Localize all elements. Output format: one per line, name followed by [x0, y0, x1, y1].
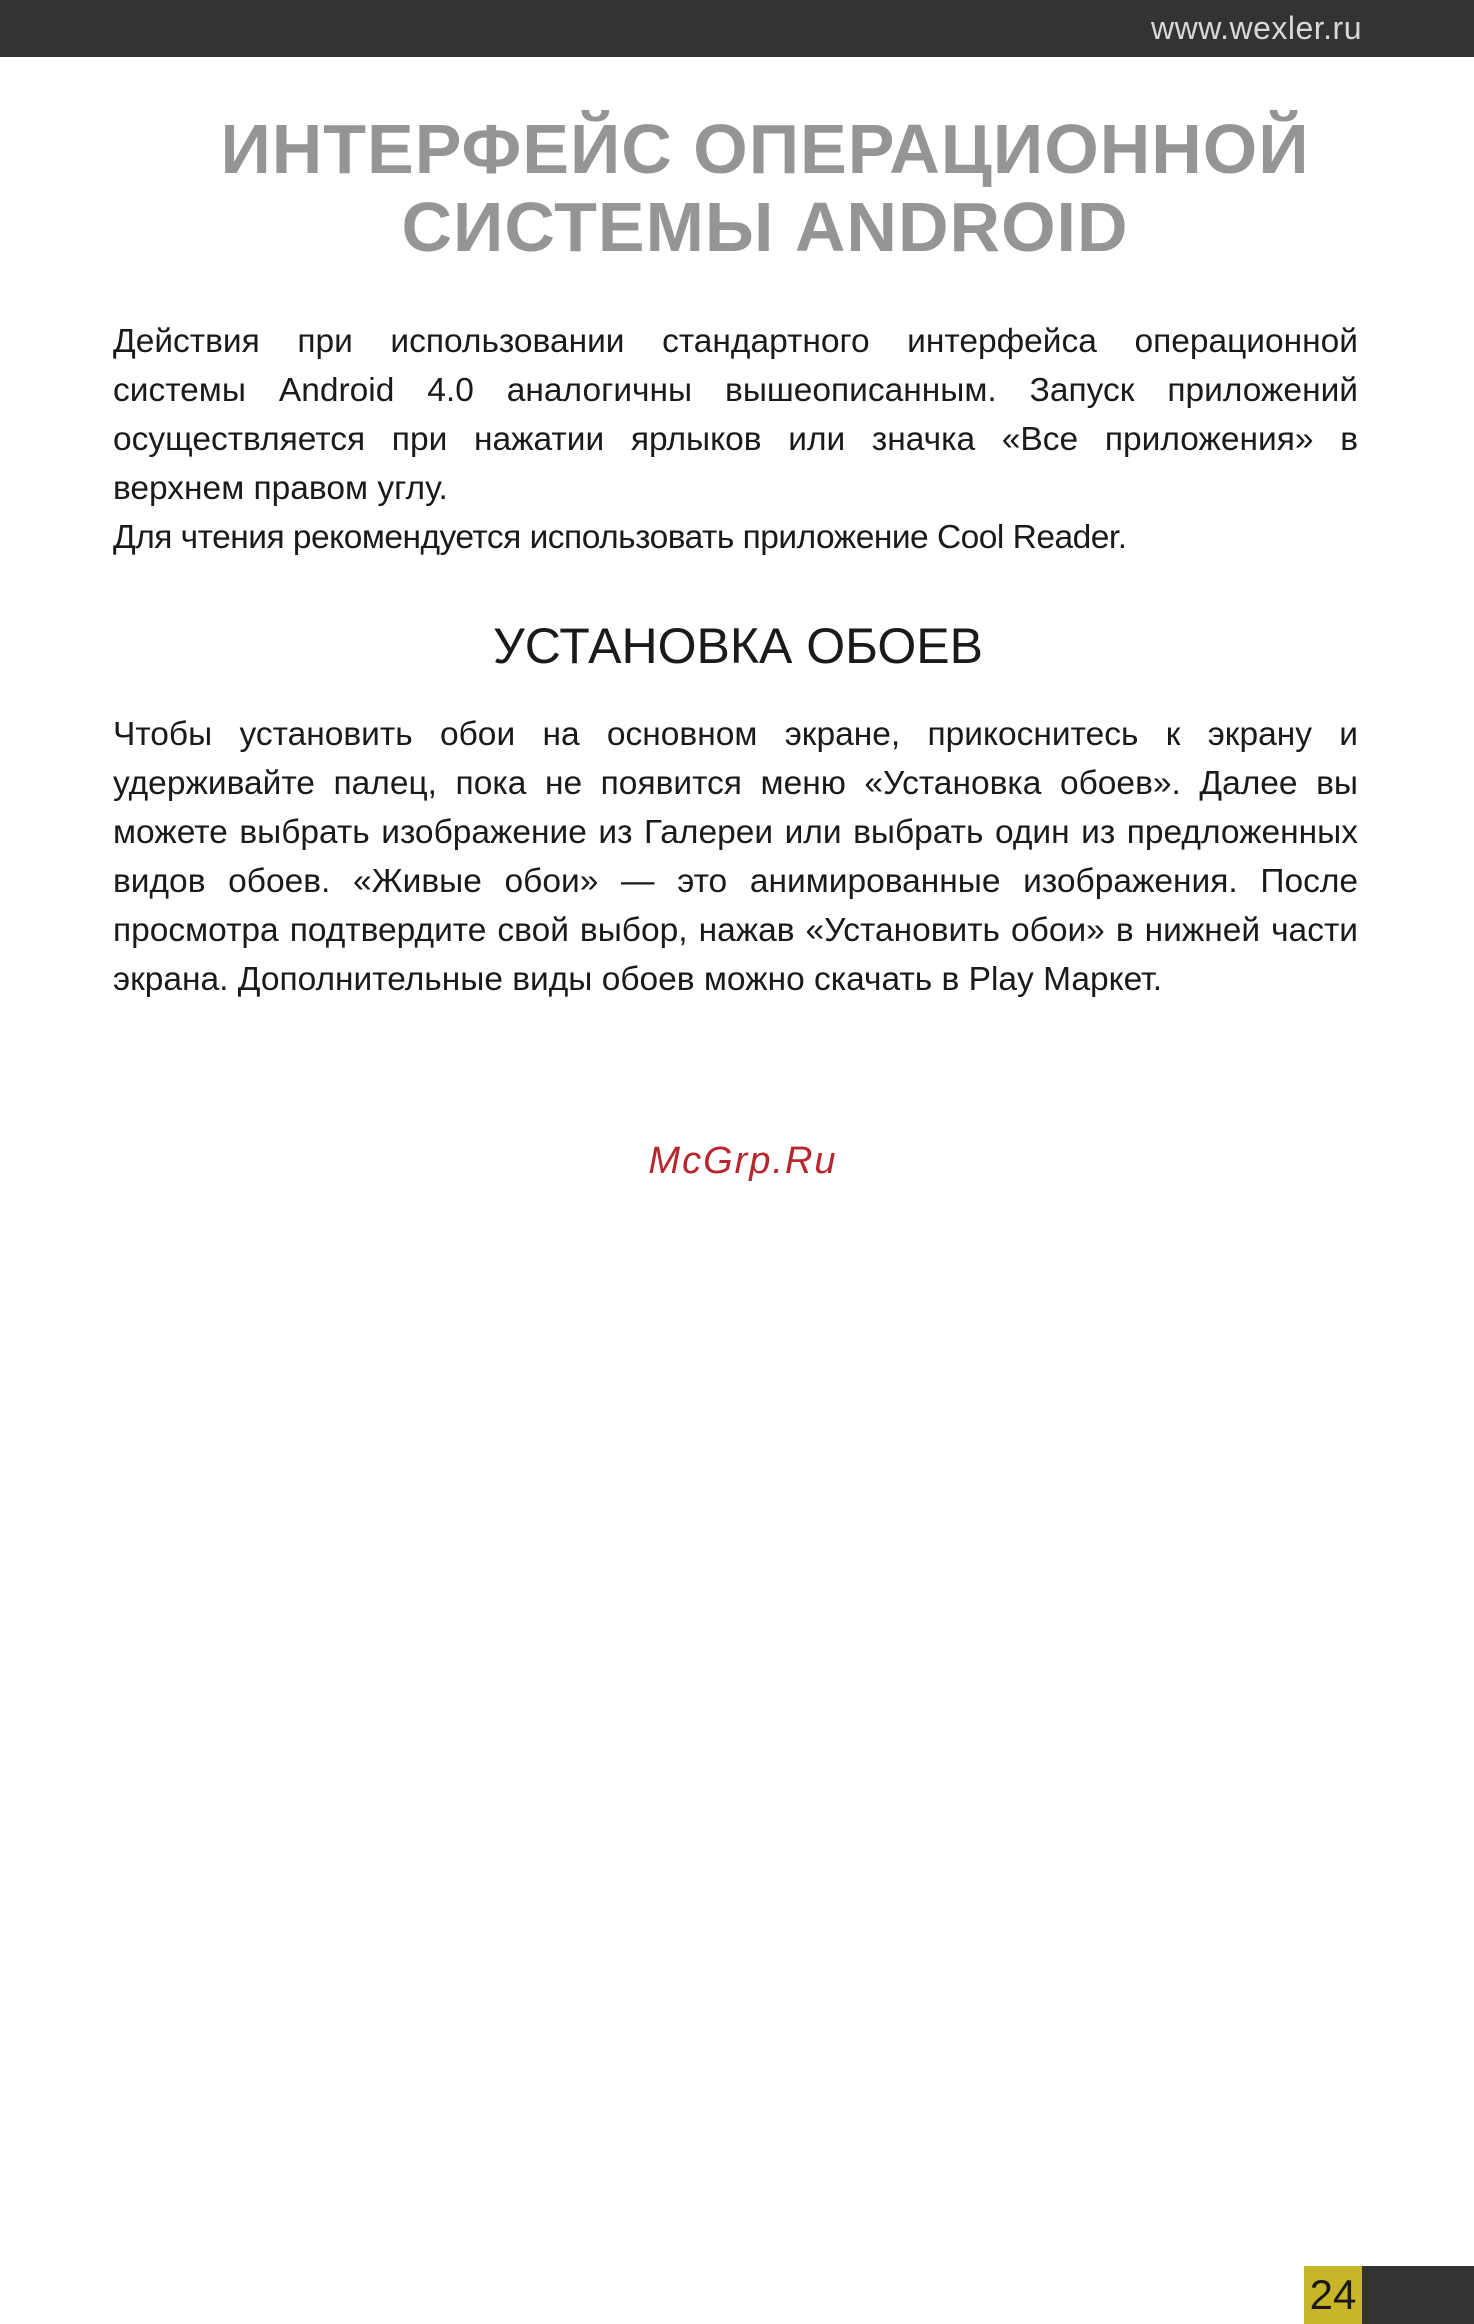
header-bar: [0, 0, 1474, 57]
page-title-line-2: СИСТЕМЫ ANDROID: [401, 188, 1129, 266]
page-number-badge: 24: [1304, 2266, 1362, 2324]
site-url: www.wexler.ru: [1151, 10, 1362, 46]
reader-recommendation-paragraph: Для чтения рекомендуется использовать приложение Cool Reader.: [113, 519, 1127, 556]
page-title: [150, 110, 1380, 266]
watermark: McGrp.Ru: [648, 1140, 838, 1182]
section-title-wallpaper: УСТАНОВКА ОБОЕВ: [493, 618, 983, 674]
intro-paragraph: Действия при использовании стандартного интерфейса операционной системы Android 4.0 аналогичны вышеописанным. Запуск приложений осуществляется при нажатии ярлыков или значка «Все приложения» в верхнем правом углу.: [113, 323, 1358, 507]
footer-bar: [1362, 2266, 1474, 2324]
wallpaper-paragraph: Чтобы установить обои на основном экране, прикоснитесь к экрану и удерживайте палец, пока не появится меню «Установка обоев». Далее вы можете выбрать изображение из Галереи или выбрать один из предложенных видов обоев. «Живые обои» — это анимированные изображения. После просмотра подтвердите свой выбор, нажав «Установить обои» в нижней части экрана. Дополнительные виды обоев можно скачать в Play Маркет.: [113, 716, 1358, 998]
page-title-line-1: ИНТЕРФЕЙС ОПЕРАЦИОННОЙ: [220, 110, 1310, 188]
